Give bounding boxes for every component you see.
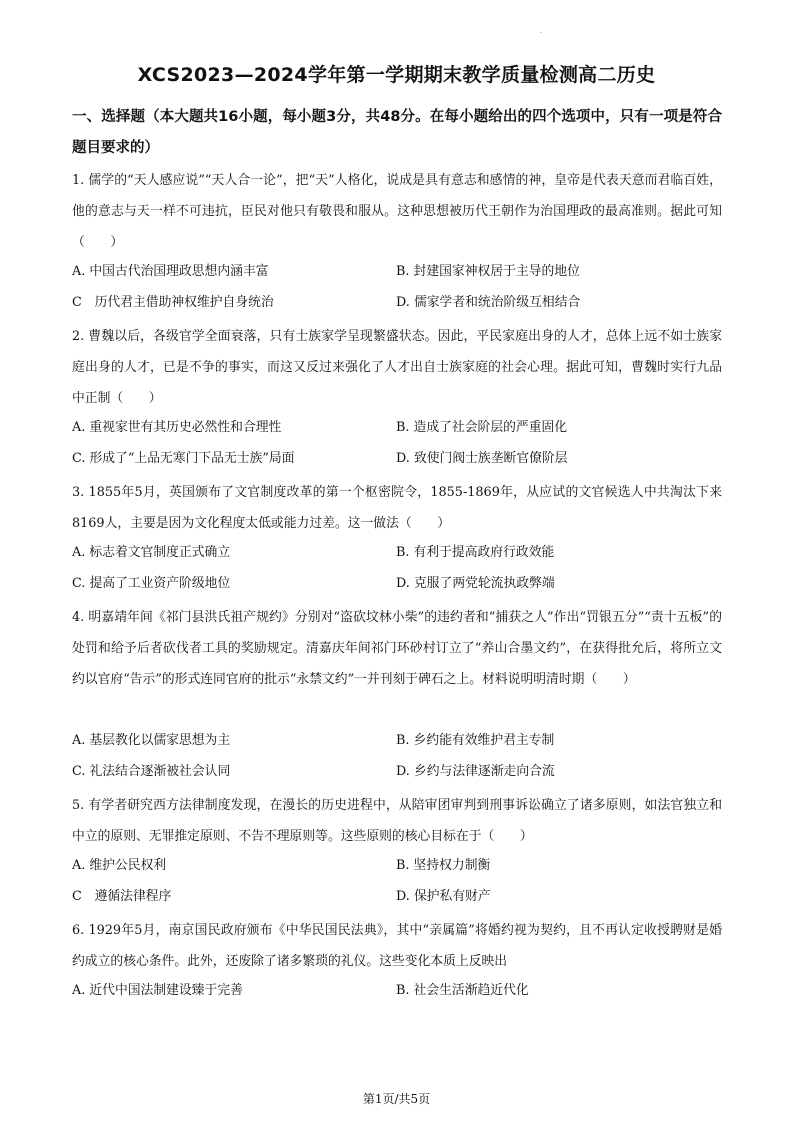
question-3-option-a[interactable]: A. 标志着文官制度正式确立 <box>72 545 231 560</box>
question-1-option-a[interactable]: A. 中国古代治国理政思想内涵丰富 <box>72 264 269 279</box>
section-heading: 一、选择题（本大题共16小题，每小题3分，共48分。在每小题给出的四个选项中，只有一项是符合题目要求的） <box>72 109 722 156</box>
question-3-stem: 3. 1855年5月，英国颁布了文官制度改革的第一个枢密院令，1855-1869年，从应试的文官候选人中共淘汰下来8169人，主要是因为文化程度太低或能力过差。这一做法（ ） <box>72 485 722 532</box>
question-3-option-d[interactable]: D. 克服了两党轮流执政弊端 <box>396 576 555 591</box>
question-2-option-b[interactable]: B. 造成了社会阶层的严重固化 <box>396 420 568 435</box>
question-2-option-a[interactable]: A. 重视家世有其历史必然性和合理性 <box>72 420 282 435</box>
question-4-option-d[interactable]: D. 乡约与法律逐渐走向合流 <box>396 764 555 779</box>
question-4-option-a[interactable]: A. 基层教化以儒家思想为主 <box>72 733 231 748</box>
question-5-option-b[interactable]: B. 坚持权力制衡 <box>396 858 491 873</box>
question-1-option-d[interactable]: D. 儒家学者和统治阶级互相结合 <box>396 295 581 310</box>
question-4-option-b[interactable]: B. 乡约能有效维护君主专制 <box>396 733 555 748</box>
question-4-option-c[interactable]: C. 礼法结合逐渐被社会认同 <box>72 764 231 779</box>
question-1-stem: 1. 儒学的“天人感应说”“天人合一论”，把“天”人格化，说成是具有意志和感情的神，皇帝是代表天意而君临百姓，他的意志与天一样不可违抗，臣民对他只有敬畏和服从。这种思想被历代王朝作为治国理政的最高准则。据此可知（ ） <box>72 173 722 251</box>
question-3-option-c[interactable]: C. 提高了工业资产阶级地位 <box>72 576 231 591</box>
question-5-option-c[interactable]: C 遵循法律程序 <box>72 889 172 904</box>
question-2-stem: 2. 曹魏以后，各级官学全面衰落，只有士族家学呈现繁盛状态。因此，平民家庭出身的人才，总体上远不如士族家庭出身的人才，已是不争的事实，而这又反过来强化了人才出自士族家庭的社会心理。据此可知，曹魏时实行九品中正制（ ） <box>72 329 722 407</box>
question-4-stem: 4. 明嘉靖年间《祁门县洪氏祖产规约》分别对“盗砍坟林小柴”的违约者和“捕获之人”作出“罚银五分”“责十五板”的处罚和给予后者砍伐者工具的奖励规定。清嘉庆年间祁门环砂村订立了“养山合墨文约”，在获得批允后，将所立文约以官府“告示”的形式连同官府的批示“永禁文约”一并刊刻于碑石之上。材料说明明清时期（ ） <box>72 610 722 688</box>
question-2-option-d[interactable]: D. 致使门阀士族垄断官僚阶层 <box>396 451 568 466</box>
question-2-option-c[interactable]: C. 形成了“上品无寒门下品无士族”局面 <box>72 451 295 466</box>
question-3-option-b[interactable]: B. 有利于提高政府行政效能 <box>396 545 555 560</box>
question-5-option-d[interactable]: D. 保护私有财产 <box>396 889 491 904</box>
question-6-option-a[interactable]: A. 近代中国法制建设臻于完善 <box>72 983 243 998</box>
page-number: 第1页/共5页 <box>362 1092 431 1106</box>
question-1-option-c[interactable]: C 历代君主借助神权维护自身统治 <box>72 295 274 310</box>
question-6-stem: 6. 1929年5月，南京国民政府颁布《中华民国民法典》，其中“亲属篇”将婚约视为契约，且不再认定收授聘财是婚约成立的核心条件。此外，还废除了诸多繁琐的礼仪。这些变化本质上反映出 <box>72 923 722 970</box>
exam-title: XCS2023—2024学年第一学期期末教学质量检测高二历史 <box>137 64 656 86</box>
question-5-option-a[interactable]: A. 维护公民权利 <box>72 858 167 873</box>
question-6-option-b[interactable]: B. 社会生活渐趋近代化 <box>396 983 529 998</box>
scan-dot: · <box>540 30 542 37</box>
question-1-option-b[interactable]: B. 封建国家神权居于主导的地位 <box>396 264 580 279</box>
question-5-stem: 5. 有学者研究西方法律制度发现，在漫长的历史进程中，从陪审团审判到刑事诉讼确立了诸多原则，如法官独立和中立的原则、无罪推定原则、不告不理原则等。这些原则的核心目标在于（ ） <box>72 798 722 845</box>
